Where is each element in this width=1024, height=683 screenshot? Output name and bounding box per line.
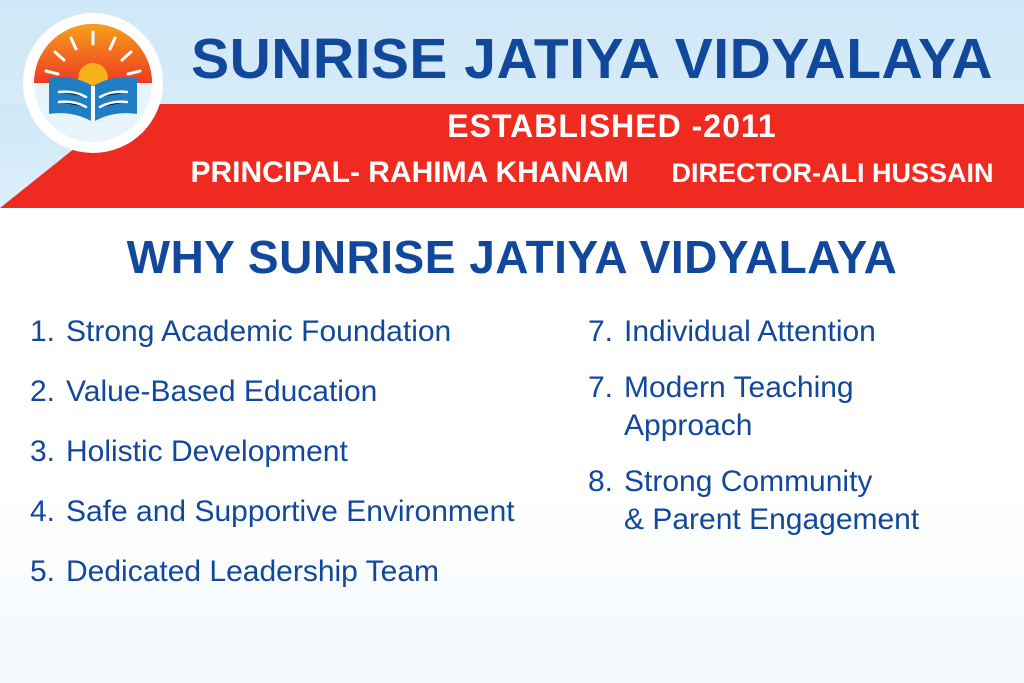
list-item-number: 7.: [588, 371, 614, 404]
list-item-number: 5.: [30, 555, 56, 588]
list-item-number: 4.: [30, 495, 56, 528]
reasons-right-column: [566, 313, 1024, 613]
list-item: [588, 463, 1024, 539]
list-item-number: 8.: [588, 465, 614, 498]
list-item-number: 7.: [588, 315, 614, 348]
list-item: [30, 313, 566, 351]
list-item: [588, 313, 1024, 351]
list-item: [30, 553, 566, 591]
school-name: SUNRISE JATIYA VIDYALAYA: [191, 27, 993, 91]
list-item-label: Value-Based Education: [66, 375, 378, 408]
list-item-number: 3.: [30, 435, 56, 468]
list-item-label: [624, 463, 1024, 539]
list-item-line-1: Modern Teaching: [624, 371, 854, 404]
list-item-label: Dedicated Leadership Team: [66, 555, 440, 588]
list-item-line-2: Approach: [624, 409, 753, 442]
list-item-label: [624, 313, 1024, 351]
list-item: [30, 373, 566, 411]
sunrise-book-logo-icon: [26, 16, 160, 150]
list-item: [588, 369, 1024, 445]
body-area: [0, 208, 1024, 683]
reasons-columns: [0, 313, 1024, 613]
list-item-label: Safe and Supportive Environment: [66, 495, 515, 528]
list-item-line-1: Strong Community: [624, 465, 873, 498]
list-item: [30, 433, 566, 471]
page-title: WHY SUNRISE JATIYA VIDYALAYA: [126, 231, 898, 283]
established-year: ESTABLISHED -2011: [447, 108, 777, 144]
list-item-label: [624, 369, 1024, 445]
principal-name: PRINCIPAL- RAHIMA KHANAM: [190, 156, 629, 189]
header-banner: [0, 0, 1024, 208]
list-item-number: 2.: [30, 375, 56, 408]
director-name: DIRECTOR-ALI HUSSAIN: [671, 158, 994, 188]
list-item-line-1: Individual Attention: [624, 315, 876, 348]
list-item-line-2: & Parent Engagement: [624, 503, 920, 536]
list-item-label: Strong Academic Foundation: [66, 315, 452, 348]
staff-row: [160, 156, 1024, 190]
list-item-number: 1.: [30, 315, 56, 348]
reasons-left-column: [0, 313, 566, 613]
list-item-label: Holistic Development: [66, 435, 348, 468]
list-item: [30, 493, 566, 531]
